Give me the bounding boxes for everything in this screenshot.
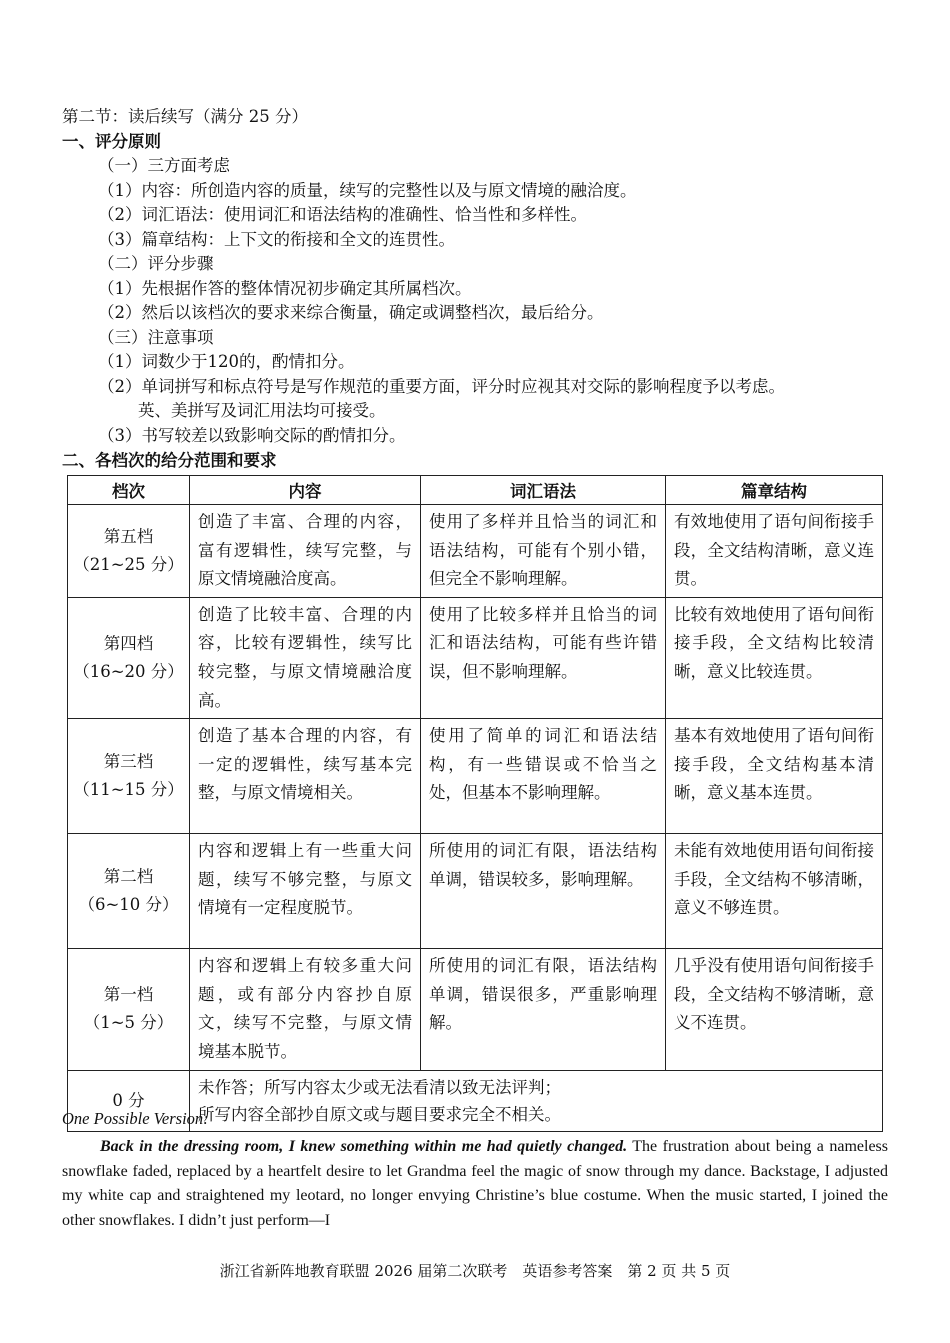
step-item-2: （2）然后以该档次的要求来综合衡量，确定或调整档次，最后给分。 [98,303,604,322]
grammar-text: 使用了多样并且恰当的词汇和语法结构，可能有个别小错，但完全不影响理解。 [429,512,657,589]
scoring-table [67,475,883,1132]
note-item-2: （2）单词拼写和标点符号是写作规范的重要方面，评分时应视其对交际的影响程度予以考虑。 [98,377,785,396]
version-label: One Possible Version: [62,1109,209,1128]
header-grammar: 词汇语法 [421,476,666,505]
section-heading: 第二节：读后续写（满分 25 分） [62,107,308,126]
grammar-text: 使用了比较多样并且恰当的词汇和语法结构，可能有些许错误，但不影响理解。 [429,604,657,681]
grammar-cell [421,834,666,949]
structure-cell [666,834,883,949]
structure-cell [666,597,883,718]
note-item-3: （3）书写较差以致影响交际的酌情扣分。 [98,426,406,445]
criteria-item-2: （2）词汇语法：使用词汇和语法结构的准确性、恰当性和多样性。 [98,205,587,224]
zero-level-cell: 0 分 [68,1070,190,1131]
structure-text: 未能有效地使用语句间衔接手段，全文结构不够清晰，意义不够连贯。 [674,841,874,918]
structure-text: 基本有效地使用了语句间衔接手段，全文结构基本清晰，意义基本连贯。 [674,726,874,803]
content-text: 创造了丰富、合理的内容，富有逻辑性，续写完整，与原文情境融洽度高。 [198,512,412,589]
level-name: 第三档 [103,752,154,772]
level-cell [68,834,190,949]
level-range: （1~5 分） [83,1013,174,1033]
criteria-item-1: （1）内容：所创造内容的质量，续写的完整性以及与原文情境的融洽度。 [98,181,637,200]
structure-cell [666,719,883,834]
sub-heading-1: （一）三方面考虑 [98,156,230,175]
zero-desc-line-1: 未作答；所写内容太少或无法看清以致无法评判； [198,1077,561,1097]
grammar-cell [421,949,666,1070]
grammar-cell [421,719,666,834]
note-item-2-continued: 英、美拼写及词汇用法均可接受。 [138,401,386,420]
content-cell [190,834,421,949]
content-cell [190,505,421,598]
level-range: （21~25 分） [73,554,184,574]
section1-title: 一、评分原则 [62,132,161,151]
content-text: 内容和逻辑上有较多重大问题，或有部分内容抄自原文，续写不完整，与原文情境基本脱节。 [198,956,412,1061]
grammar-text: 所使用的词汇有限，语法结构单调，错误很多，严重影响理解。 [429,956,657,1033]
header-content: 内容 [190,476,421,505]
page-footer: 浙江省新阵地教育联盟 2026 届第二次联考 英语参考答案 第 2 页 共 5 页 [219,1262,731,1280]
zero-desc-line-2: 所写内容全部抄自原文或与题目要求完全不相关。 [198,1104,561,1124]
essay-lead-sentence: Back in the dressing room, I knew something within me had quietly changed. [100,1138,628,1155]
essay-paragraph [62,1135,888,1233]
criteria-item-3: （3）篇章结构：上下文的衔接和全文的连贯性。 [98,230,455,249]
content-text: 创造了比较丰富、合理的内容，比较有逻辑性，续写比较完整，与原文情境融洽度高。 [198,604,412,710]
structure-cell [666,505,883,598]
level-cell [68,719,190,834]
table-header-row [68,476,883,505]
essay-body-text: The frustration about being a nameless snowflake faded, replaced by a heartfelt desire to let Grandma feel the magic of snow through my dance. Backstage, I adjusted my white cap and straightened my leotard, no longer envying Christine’s blue costume. When the music started, I joined the other snowflakes. I didn’t just perform—I [62,1138,889,1229]
level-range: （6~10 分） [78,895,179,915]
note-item-1: （1）词数少于120的，酌情扣分。 [98,352,355,371]
table-row [68,505,883,598]
level-cell [68,949,190,1070]
sub-heading-3: （三）注意事项 [98,328,214,347]
structure-text: 比较有效地使用了语句间衔接手段，全文结构比较清晰，意义比较连贯。 [674,604,874,681]
level-name: 第五档 [103,526,154,546]
table-row [68,597,883,718]
level-range: （16~20 分） [73,661,184,681]
table-row [68,834,883,949]
level-name: 第四档 [103,633,154,653]
sample-essay [62,1135,888,1233]
step-item-1: （1）先根据作答的整体情况初步确定其所属档次。 [98,279,472,298]
section2-title: 二、各档次的给分范围和要求 [62,451,277,470]
sub-heading-2: （二）评分步骤 [98,254,214,273]
table-row [68,719,883,834]
grammar-cell [421,505,666,598]
structure-cell [666,949,883,1070]
header-structure: 篇章结构 [666,476,883,505]
zero-desc-cell [190,1070,883,1131]
table-row [68,949,883,1070]
content-cell [190,949,421,1070]
level-cell [68,597,190,718]
level-cell [68,505,190,598]
structure-text: 几乎没有使用语句间衔接手段，全文结构不够清晰，意义不连贯。 [674,956,874,1033]
level-name: 第一档 [103,985,154,1005]
level-name: 第二档 [103,867,154,887]
grammar-text: 所使用的词汇有限，语法结构单调，错误较多，影响理解。 [429,841,657,889]
structure-text: 有效地使用了语句间衔接手段，全文结构清晰，意义连贯。 [674,512,874,589]
content-cell [190,719,421,834]
grammar-text: 使用了简单的词汇和语法结构，有一些错误或不恰当之处，但基本不影响理解。 [429,726,657,803]
header-level: 档次 [68,476,190,505]
grammar-cell [421,597,666,718]
level-range: （11~15 分） [73,780,184,800]
content-cell [190,597,421,718]
content-text: 创造了基本合理的内容，有一定的逻辑性，续写基本完整，与原文情境相关。 [198,726,412,803]
content-text: 内容和逻辑上有一些重大问题，续写不够完整，与原文情境有一定程度脱节。 [198,841,412,918]
